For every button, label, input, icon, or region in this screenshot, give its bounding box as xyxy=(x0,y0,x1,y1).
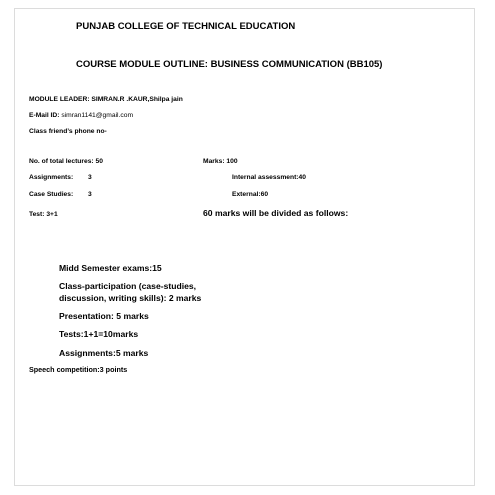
assignments-count-label: Assignments: xyxy=(29,174,74,181)
class-participation-line1: Class-participation (case-studies, xyxy=(59,281,197,291)
course-outline-title: COURSE MODULE OUTLINE: BUSINESS COMMUNICATION (BB105) xyxy=(76,59,383,70)
email-line xyxy=(29,112,133,120)
tests-marks: Tests:1+1=10marks xyxy=(59,329,139,339)
division-heading: 60 marks will be divided as follows: xyxy=(203,208,349,218)
assignments-marks: Assignments:5 marks xyxy=(59,348,149,358)
email-label: E-Mail ID: xyxy=(29,112,60,119)
presentation-marks: Presentation: 5 marks xyxy=(59,311,149,321)
class-participation-line2: discussion, writing skills): 2 marks xyxy=(59,293,202,303)
total-marks: Marks: 100 xyxy=(203,158,238,165)
module-leader: MODULE LEADER: SIMRAN.R .KAUR,Shilpa jain xyxy=(29,96,183,103)
total-lectures: No. of total lectures: 50 xyxy=(29,158,103,165)
page-border xyxy=(14,8,475,486)
external-marks: External:60 xyxy=(232,191,269,198)
email-value: simran1141@gmail.com xyxy=(61,112,134,119)
internal-assessment: Internal assessment:40 xyxy=(232,174,306,181)
test-count: Test: 3+1 xyxy=(29,211,58,218)
assignments-count-value: 3 xyxy=(88,174,92,181)
case-studies-value: 3 xyxy=(88,191,92,198)
case-studies-label: Case Studies: xyxy=(29,191,74,198)
phone-label: Class friend’s phone no- xyxy=(29,128,107,135)
college-name: PUNJAB COLLEGE OF TECHNICAL EDUCATION xyxy=(76,21,296,32)
midsem-marks: Midd Semester exams:15 xyxy=(59,263,162,273)
speech-competition: Speech competition:3 points xyxy=(29,365,128,374)
